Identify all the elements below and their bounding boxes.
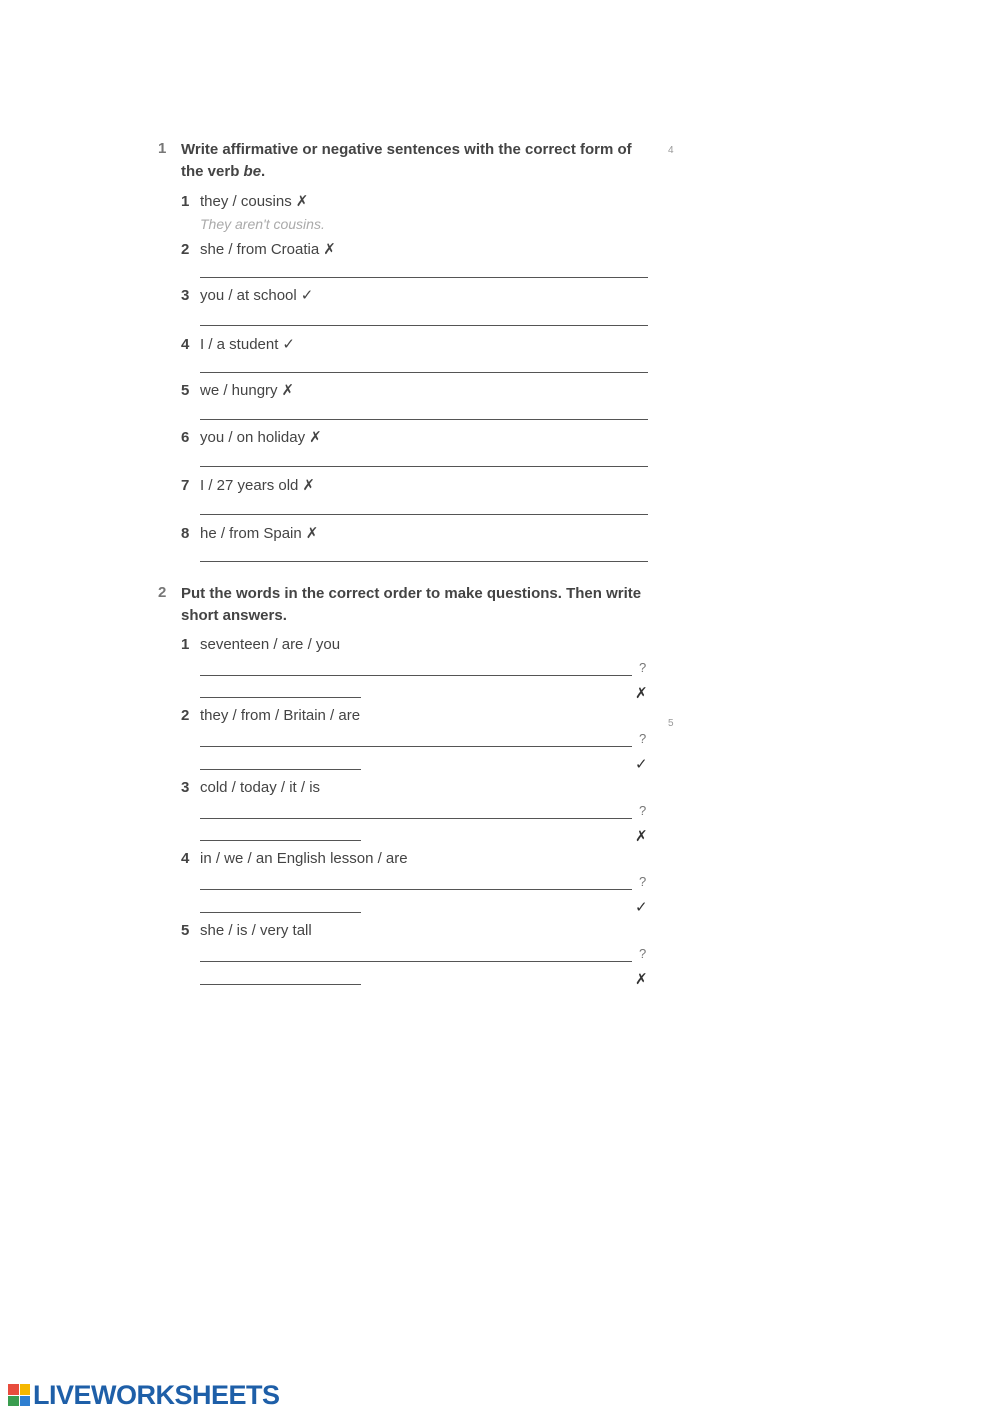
question-mark: ? [639, 803, 647, 818]
stray-mark: 5 [668, 718, 674, 729]
cross-icon: ✗ [302, 477, 315, 494]
item-number: 1 [181, 636, 190, 653]
item-number: 3 [181, 779, 190, 796]
short-answer-line[interactable] [200, 769, 361, 770]
example-answer: They aren't cousins. [200, 216, 325, 232]
check-icon: ✓ [282, 336, 295, 353]
question-line[interactable] [200, 746, 632, 747]
answer-line[interactable] [200, 419, 648, 420]
ex1-item [181, 335, 295, 353]
question-line[interactable] [200, 818, 632, 819]
item-number: 4 [181, 850, 190, 867]
ex2-item [181, 707, 360, 724]
stray-mark: 4 [668, 145, 674, 156]
item-number: 5 [181, 382, 190, 399]
exercise-2-instruction: Put the words in the correct order to make questions. Then write short answers. [181, 585, 642, 624]
short-answer-line[interactable] [200, 912, 361, 913]
ex1-item [181, 286, 313, 304]
answer-line[interactable] [200, 277, 648, 278]
ex2-item [181, 636, 340, 653]
answer-line[interactable] [200, 561, 648, 562]
item-number: 6 [181, 429, 190, 446]
ex2-item [181, 779, 320, 796]
exercise-1-number: 1 [158, 140, 167, 157]
item-prompt: she / from Croatia [200, 241, 320, 258]
answer-line[interactable] [200, 514, 648, 515]
logo-icon [8, 1384, 30, 1406]
item-prompt: seventeen / are / you [200, 636, 341, 653]
cross-icon: ✗ [635, 971, 648, 988]
item-prompt: cold / today / it / is [200, 779, 321, 796]
short-answer-line[interactable] [200, 697, 361, 698]
exercise-2-number: 2 [158, 584, 167, 601]
item-prompt: you / on holiday [200, 429, 306, 446]
cross-icon: ✗ [323, 241, 336, 258]
instruction-end: . [261, 163, 266, 180]
item-prompt: in / we / an English lesson / are [200, 850, 408, 867]
item-prompt: he / from Spain [200, 525, 302, 542]
question-mark: ? [639, 660, 647, 675]
item-prompt: we / hungry [200, 382, 278, 399]
check-icon: ✓ [635, 756, 648, 773]
cross-icon: ✗ [309, 429, 322, 446]
question-mark: ? [639, 731, 647, 746]
liveworksheets-logo[interactable] [8, 1380, 280, 1410]
question-mark: ? [639, 874, 647, 889]
item-number: 4 [181, 336, 190, 353]
short-answer-line[interactable] [200, 840, 361, 841]
item-prompt: you / at school [200, 287, 297, 304]
item-number: 5 [181, 922, 190, 939]
cross-icon: ✗ [635, 685, 648, 702]
question-line[interactable] [200, 889, 632, 890]
cross-icon: ✗ [305, 525, 319, 542]
ex1-item [181, 192, 308, 210]
question-line[interactable] [200, 675, 632, 676]
item-number: 7 [181, 477, 190, 494]
cross-icon: ✗ [281, 382, 295, 399]
short-answer-line[interactable] [200, 984, 361, 985]
brand-name: LIVEWORKSHEETS [33, 1379, 280, 1410]
ex1-item [181, 428, 322, 446]
answer-line[interactable] [200, 372, 648, 373]
ex1-item [181, 240, 336, 258]
ex2-item [181, 922, 312, 939]
item-prompt: they / cousins [200, 193, 292, 210]
question-line[interactable] [200, 961, 632, 962]
check-icon: ✓ [300, 287, 314, 304]
item-number: 3 [181, 287, 190, 304]
instruction-italic: be [243, 163, 262, 180]
instruction-text: Write affirmative or negative sentences with the correct form of the verb [181, 141, 632, 180]
ex1-item [181, 524, 318, 542]
ex1-item [181, 476, 315, 494]
ex2-item [181, 850, 408, 867]
question-mark: ? [639, 946, 647, 961]
check-icon: ✓ [635, 899, 648, 916]
item-number: 1 [181, 193, 190, 210]
answer-line[interactable] [200, 325, 648, 326]
exercise-1-instruction [181, 139, 651, 183]
item-prompt: I / 27 years old [200, 477, 299, 494]
item-number: 2 [181, 241, 190, 258]
item-number: 2 [181, 707, 190, 724]
item-prompt: they / from / Britain / are [200, 707, 361, 724]
item-prompt: she / is / very tall [200, 922, 312, 939]
item-prompt: I / a student [200, 336, 279, 353]
cross-icon: ✗ [295, 193, 309, 210]
answer-line[interactable] [200, 466, 648, 467]
cross-icon: ✗ [635, 828, 648, 845]
ex1-item [181, 381, 294, 399]
item-number: 8 [181, 525, 190, 542]
